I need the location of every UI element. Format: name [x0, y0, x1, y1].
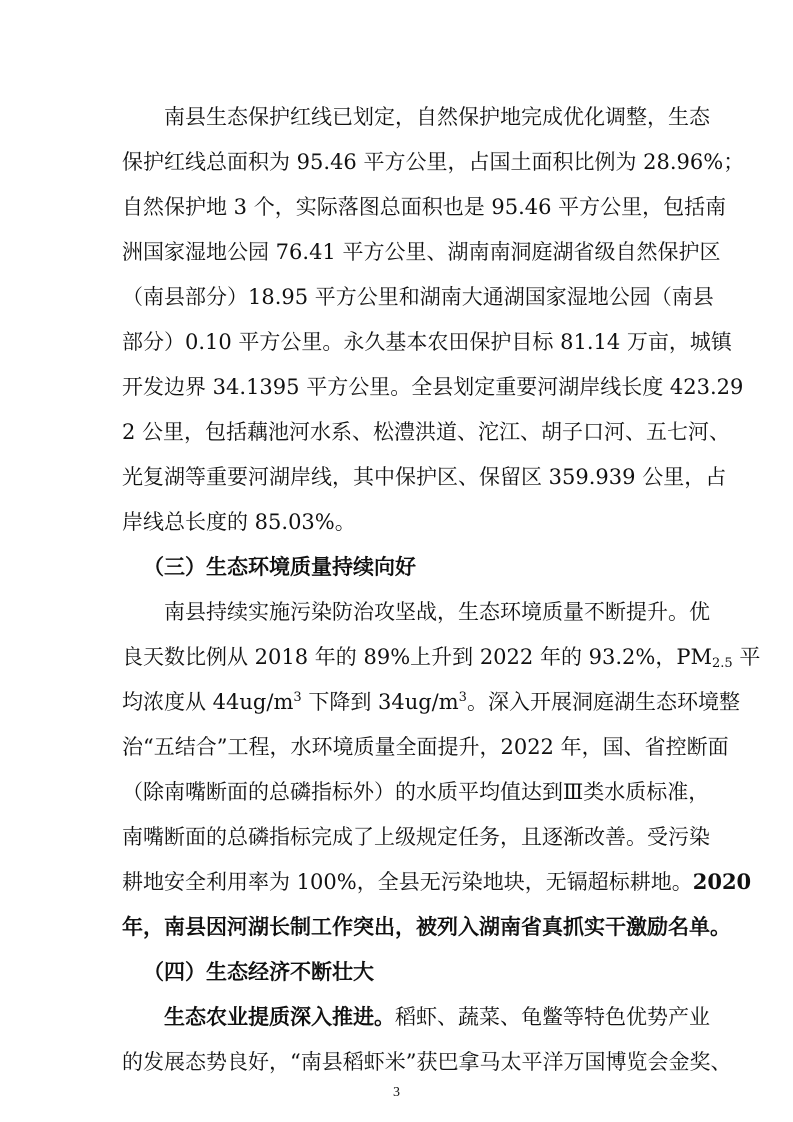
paragraph-line — [122, 642, 761, 672]
paragraph-line — [122, 867, 752, 897]
text-span: 稻虾、蔬菜、龟鳖等特色优势产业 — [395, 1005, 710, 1029]
paragraph-line: 南县持续实施污染防治攻坚战，生态环境质量不断提升。优 — [164, 600, 710, 624]
paragraph-line: （南县部分）18.95 平方公里和湖南大通湖国家湿地公园（南县 — [122, 285, 714, 309]
paragraph-line: 的发展态势良好，“南县稻虾米”获巴拿马太平洋万国博览会金奖、 — [122, 1050, 732, 1074]
paragraph-line — [164, 1002, 710, 1032]
text-span: 平 — [732, 645, 761, 669]
paragraph-line — [122, 687, 740, 717]
section-heading: （三）生态环境质量持续向好 — [143, 554, 416, 579]
paragraph-line: 光复湖等重要河湖岸线，其中保护区、保留区 359.939 公里，占 — [122, 465, 727, 489]
paragraph-line: 岸线总长度的 85.03%。 — [122, 510, 356, 534]
bold-text: 2020 — [692, 869, 752, 894]
superscript: 3 — [293, 690, 302, 705]
paragraph-line: 治“五结合”工程，水环境质量全面提升，2022 年，国、省控断面 — [122, 735, 729, 759]
paragraph-line: 部分）0.10 平方公里。永久基本农田保护目标 81.14 万亩，城镇 — [122, 330, 732, 354]
text-span: 均浓度从 44ug/m — [122, 690, 294, 714]
paragraph-line: 洲国家湿地公园 76.41 平方公里、湖南南洞庭湖省级自然保护区 — [122, 240, 721, 264]
paragraph-line: 自然保护地 3 个，实际落图总面积也是 95.46 平方公里，包括南 — [122, 195, 727, 219]
paragraph-line: 南县生态保护红线已划定，自然保护地完成优化调整，生态 — [164, 105, 710, 129]
bold-text: 生态农业提质深入推进。 — [164, 1004, 395, 1029]
text-span: 耕地安全利用率为 100%，全县无污染地块，无镉超标耕地。 — [122, 870, 693, 894]
superscript: 3 — [458, 690, 467, 705]
paragraph-line: （除南嘴断面的总磷指标外）的水质平均值达到Ⅲ类水质标准， — [122, 780, 710, 804]
text-span: 下降到 34ug/m — [301, 690, 459, 714]
paragraph-line: 年，南县因河湖长制工作突出，被列入湖南省真抓实干激励名单。 — [122, 914, 731, 939]
paragraph-line: 保护红线总面积为 95.46 平方公里，占国土面积比例为 28.96%； — [122, 150, 745, 174]
page-number: 3 — [393, 1085, 400, 1100]
paragraph-line: 南嘴断面的总磷指标完成了上级规定任务，且逐渐改善。受污染 — [122, 825, 710, 849]
paragraph-line: 2 公里，包括藕池河水系、松澧洪道、沱江、胡子口河、五七河、 — [122, 420, 731, 444]
text-span: 。深入开展洞庭湖生态环境整 — [466, 690, 740, 714]
paragraph-line: 开发边界 34.1395 平方公里。全县划定重要河湖岸线长度 423.29 — [122, 375, 744, 399]
section-heading: （四）生态经济不断壮大 — [143, 959, 374, 984]
text-span: 良天数比例从 2018 年的 89%上升到 2022 年的 93.2%，PM — [122, 645, 712, 669]
subscript: 2.5 — [711, 656, 733, 671]
